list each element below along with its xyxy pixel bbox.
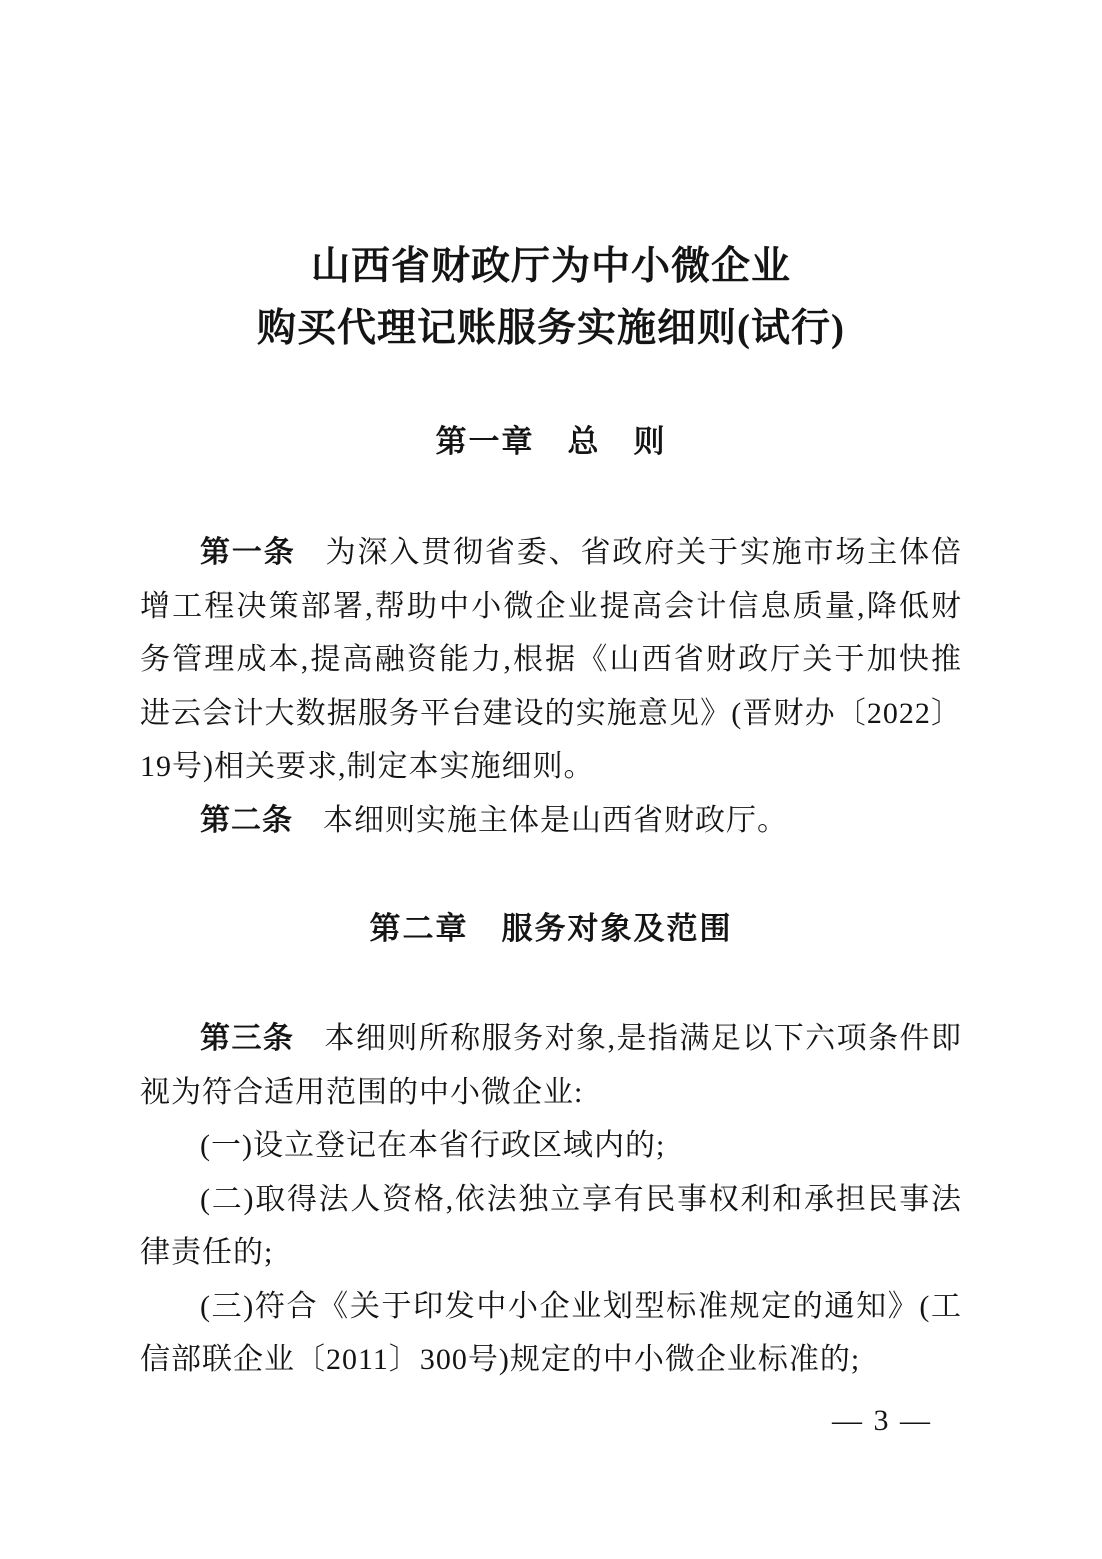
article-2-lead: 第二条 <box>200 803 293 837</box>
article-2 <box>140 794 962 848</box>
page-number: — 3 — <box>832 1403 932 1437</box>
article-1-lead: 第一条 <box>200 536 296 569</box>
document-title <box>140 236 962 360</box>
chapter2-body <box>140 1012 962 1387</box>
document-content <box>140 0 962 1441</box>
article-1-text: 为深入贯彻省委、省政府关于实施市场主体倍增工程决策部署,帮助中小微企业提高会计信息质量,降低财务管理成本,提高融资能力,根据《山西省财政厅关于加快推进云会计大数据服务平台建设的实施意见》(晋财办〔2022〕19号)相关要求,制定本实施细则。 <box>140 536 963 783</box>
article-3-lead: 第三条 <box>200 1022 295 1055</box>
chapter2-heading: 第二章 服务对象及范围 <box>369 911 733 946</box>
article-3-text: 本细则所称服务对象,是指满足以下六项条件即视为符合适用范围的中小微企业: <box>140 1022 963 1109</box>
article-1 <box>140 526 962 794</box>
article-3-item-3: (三)符合《关于印发中小企业划型标准规定的通知》(工信部联企业〔2011〕300号)规定的中小微企业标准的; <box>140 1289 962 1376</box>
chapter1-body <box>140 526 962 847</box>
article-2-text: 本细则实施主体是山西省财政厅。 <box>323 803 788 837</box>
document-title-line2: 购买代理记账服务实施细则(试行) <box>257 307 845 350</box>
article-3-item-1: (一)设立登记在本省行政区域内的; <box>200 1129 666 1162</box>
chapter1-heading: 第一章 总 则 <box>435 424 667 459</box>
document-title-line1: 山西省财政厅为中小微企业 <box>310 245 791 288</box>
article-3-item-2: (二)取得法人资格,依法独立享有民事权利和承担民事法律责任的; <box>140 1182 962 1269</box>
article-3 <box>140 1012 962 1119</box>
